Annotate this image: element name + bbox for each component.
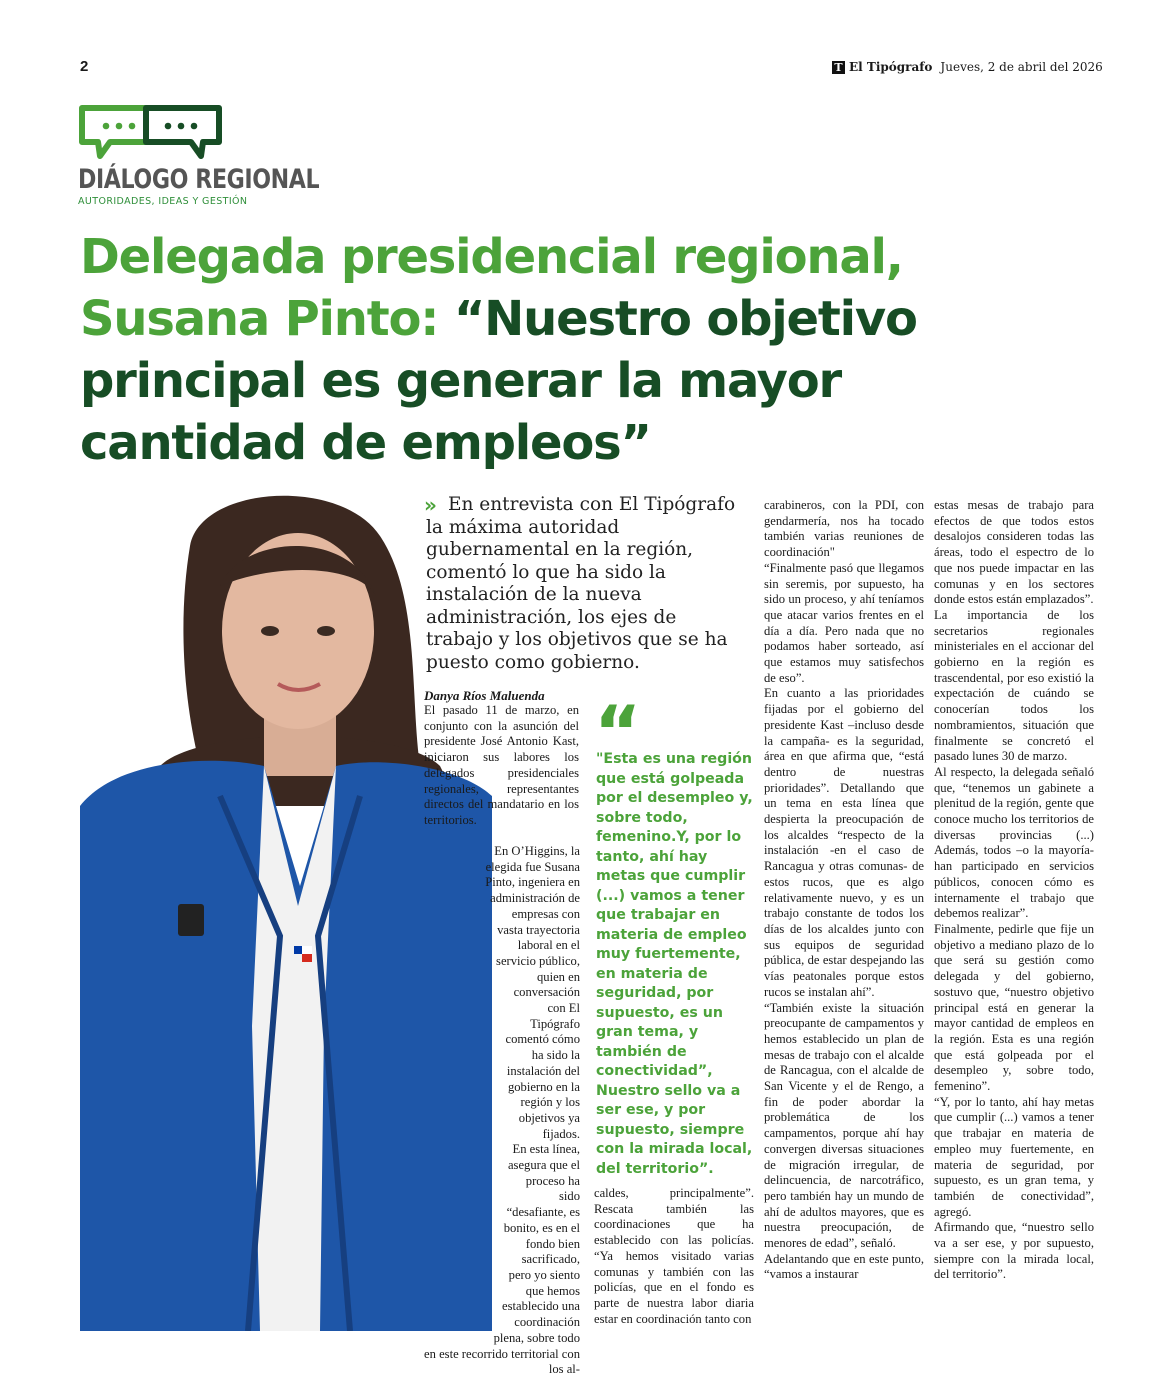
column-2-bottom <box>594 1186 754 1327</box>
paragraph: En O’Higgins, la elegida fue Susana Pinto, ingeniera en administración de empresas con vasta trayectoria laboral en el servicio público, quien en conversación con El Tipógrafo comentó cómo ha sido la instalación del gobierno en la región y los objetivos ya fijados. <box>485 844 580 1141</box>
section-logo <box>78 104 320 207</box>
byline: Danya Ríos Maluenda <box>424 688 545 703</box>
paragraph: En esta línea, asegura que el proceso ha sido “desafiante, es bonito, es en el fondo bien sacrificado, pero yo siento que hemos establecido una coordinación plena, sobre todo en este recorrido territorial con los al- <box>424 1142 580 1377</box>
column-3 <box>764 498 924 1283</box>
paragraph: En cuanto a las prioridades fijadas por el gobierno del presidente Kast –incluso desde la campaña- es la seguridad, área en que afirma que, “está dentro de nuestras prioridades”. Detallando que un tema en esta línea que despierta la preocupación de los alcaldes “respecto de la instalación -en el caso de Rancagua y otras comunas- de estos rucos, que es algo relativamente nuevo, y es un trabajo constante de todos los días de los alcaldes junto con sus equipos de seguridad pública, de estar despejando las vías peatonales porque estos rucos se instalan ahí”. <box>764 686 924 999</box>
page-number: 2 <box>80 58 89 75</box>
headline-part2: “Nuestro objetivo principal es generar la mayor cantidad de empleos” <box>80 291 917 471</box>
paragraph: Afirmando que, “nuestro sello va a ser ese, y por supuesto, siempre con la mirada local, del territorio”. <box>934 1220 1094 1282</box>
paragraph: Adelantando que en este punto, “vamos a instaurar <box>764 1251 924 1282</box>
chat-bubbles-icon <box>78 104 223 162</box>
paragraph: caldes, principalmente”. Rescata también las coordinaciones que ha establecido con las policías. “Ya hemos visitado varias comunas y también con las policías, que en el fondo es parte de nuestra labor diaria estar en coordinación tanto con <box>594 1186 754 1326</box>
paragraph: La importancia de los secretarios regionales ministeriales en el accionar del gobierno en la región es trascendental, por eso existió la expectación de cuándo se conocerían todos los nombramientos, situación que finalmente se concretó el pasado lunes 30 de marzo. <box>934 607 1094 764</box>
paragraph: El pasado 11 de marzo, en conjunto con la asunción del presidente José Antonio Kast, iniciaron sus labores los delegados presidenciales regionales, representantes directos del mandatario en los territorios. <box>424 703 579 827</box>
headline <box>80 226 1080 474</box>
paragraph: carabineros, con la PDI, con gendarmería, nos ha tocado también varias reuniones de coordinación" <box>764 498 924 560</box>
paragraph: Al respecto, la delegada señaló que, “tenemos un gabinete a plenitud de la región, gente que conoce mucho los territorios de diversas provincias (...) Además, todos –o la mayoría- han participado en servicios públicos, conocen cómo es internamente el trabajo que debemos realizar”. <box>934 764 1094 921</box>
paragraph: Finalmente, pedirle que fije un objetivo a mediano plazo de lo que será su gestión como delegada y del gobierno, sostuvo que, “nuestro objetivo principal está en generar la mayor cantidad de empleos en la región. Esta es una región que está golpeada por el desempleo y, sobre todo, femenino”. <box>934 921 1094 1094</box>
paragraph: “Y, por lo tanto, ahí hay metas que cumplir (...) vamos a tener que trabajar en materia de empleo muy fuertemente, en materia de seguridad, por supuesto, es un gran tema, y también de conectividad”, agregó. <box>934 1094 1094 1219</box>
paragraph: estas mesas de trabajo para efectos de que todos estos desalojos consideren todas las áreas, todo el espectro de lo que nos puede impactar en las comunas y en los sectores donde estos están emplazados”. <box>934 498 1094 607</box>
newspaper-name: El Tipógrafo <box>849 60 933 74</box>
intro-text: En entrevista con El Tipógrafo la máxima autoridad gubernamental en la región, comentó lo que ha sido la instalación de la nueva administración, los ejes de trabajo y los objetivos que se ha puesto como gobierno. <box>426 494 736 673</box>
quote-mark-icon: “ <box>594 690 636 774</box>
column-4 <box>934 498 1094 1283</box>
headline-part1: Delegada presidencial regional, Susana Pinto: <box>80 229 903 347</box>
section-tagline: AUTORIDADES, IDEAS Y GESTIÓN <box>78 196 248 207</box>
pull-quote: "Esta es una región que está golpeada por el desempleo y, sobre todo, femenino.Y, por lo tanto, ahí hay metas que cumplir (...) vamos a tener que trabajar en materia de empleo muy fuertemente, en materia de seguridad, por supuesto, es un gran tema, y también de conectividad”, Nuestro sello va a ser ese, y por supuesto, siempre con la mirada local, del territorio”. <box>596 751 753 1177</box>
column-1-top <box>424 703 579 829</box>
intro-lead <box>426 494 736 674</box>
intro-mark: » <box>424 493 437 517</box>
section-name: DIÁLOGO REGIONAL <box>78 164 320 195</box>
newspaper-logo: T <box>832 61 845 74</box>
paragraph: “Finalmente pasó que llegamos sin seremis, por supuesto, ha sido un proceso, y ahí teníamos que atacar varios frentes en el día a día. Pero nada que no podamos haber sorteado, así que estamos muy satisfechos de eso”. <box>764 560 924 685</box>
issue-date: Jueves, 2 de abril del 2026 <box>940 60 1103 74</box>
masthead <box>832 60 1103 74</box>
paragraph: “También existe la situación preocupante de campamentos y hemos establecido un plan de mesas de trabajo con el alcalde de Rancagua, con el alcalde de San Vicente y el de Rengo, a fin de poder abordar la problemática de los campamentos, porque ahí hay convergen diversas situaciones de migración irregular, de delincuencia, de narcotráfico, pero también hay un mundo de ahí de adultos mayores, que es nuestra preocupación, de menores de edad”, señaló. <box>764 1000 924 1251</box>
column-1-wrap <box>424 844 580 1378</box>
